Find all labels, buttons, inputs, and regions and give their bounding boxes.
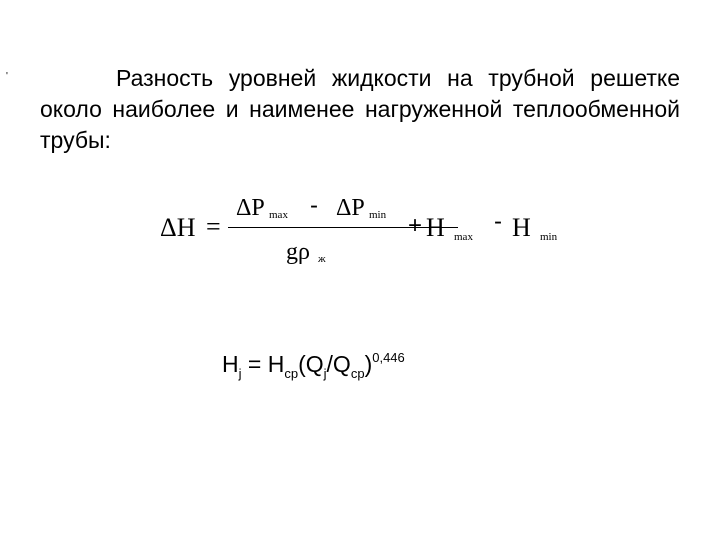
numerator-delta-p: ΔP (236, 195, 265, 221)
fraction-line (228, 227, 458, 228)
exponent: 0,446 (372, 350, 405, 365)
h-max-sub: max (454, 231, 473, 243)
hj-symbol: H (222, 351, 239, 377)
formula-level-distribution (222, 349, 405, 379)
h-max: H (426, 213, 445, 242)
hcp-sub: ср (284, 366, 299, 381)
numerator-sub-max: max (269, 209, 288, 221)
open-paren-q: (Q (298, 351, 324, 377)
qcp-sub: ср (350, 366, 365, 381)
hcp-symbol: H (267, 351, 285, 377)
numerator-sub-min: min (369, 209, 387, 221)
formula-minus: - (494, 208, 502, 235)
numerator-delta-p-min: ΔP (336, 195, 365, 221)
formula-plus: + (408, 212, 423, 239)
denominator-sub: ж (318, 253, 326, 265)
formula-lhs: ΔH (160, 213, 196, 242)
denominator-g-rho: gρ (286, 239, 310, 265)
qj-sub: j (323, 366, 327, 381)
slash-q: /Q (326, 351, 351, 377)
formula-equals: = (206, 212, 221, 241)
close-paren: ) (364, 351, 373, 377)
margin-mark: ' (6, 71, 8, 82)
hj-equals: = (241, 351, 268, 377)
numerator-minus: - (310, 192, 318, 219)
hj-sub: j (238, 366, 242, 381)
h-min-sub: min (540, 231, 558, 243)
h-min: H (512, 213, 531, 242)
formula-level-difference (160, 190, 580, 270)
paragraph-text: Разность уровней жидкости на трубной решетке около наиболее и наименее нагруженной теплообменной трубы: (40, 65, 680, 153)
